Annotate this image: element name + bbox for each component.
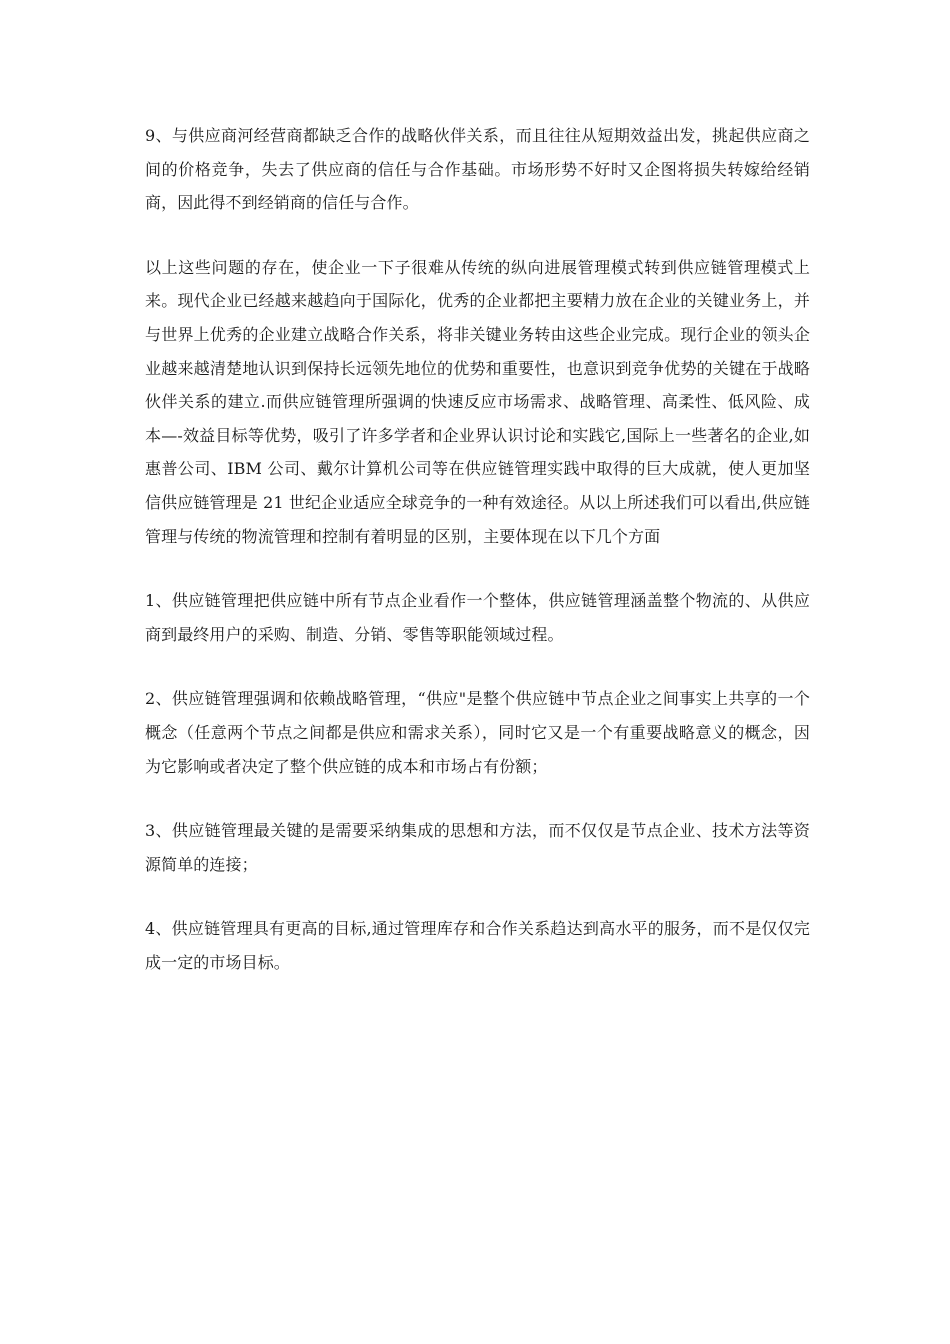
paragraph-point-4: 4、供应链管理具有更高的目标,通过管理库存和合作关系趋达到高水平的服务，而不是仅仅完成一定的市场目标。	[145, 919, 810, 972]
paragraph-summary: 以上这些问题的存在，使企业一下子很难从传统的纵向进展管理模式转到供应链管理模式上来。现代企业已经越来越趋向于国际化，优秀的企业都把主要精力放在企业的关键业务上，并与世界上优秀的企业建立战略合作关系，将非关键业务转由这些企业完成。现行企业的领头企业越来越清楚地认识到保持长远领先地位的优势和重要性，也意识到竞争优势的关键在于战略伙伴关系的建立.而供应链管理所强调的快速反应市场需求、战略管理、高柔性、低风险、成本—-效益目标等优势，吸引了许多学者和企业界认识讨论和实践它,国际上一些著名的企业,如惠普公司、IBM 公司、戴尔计算机公司等在供应链管理实践中取得的巨大成就，使人更加坚信供应链管理是 21 世纪企业适应全球竞争的一种有效途径。从以上所述我们可以看出,供应链管理与传统的物流管理和控制有着明显的区别，主要体现在以下几个方面	[145, 257, 810, 546]
paragraph-point-3: 3、供应链管理最关键的是需要采纳集成的思想和方法，而不仅仅是节点企业、技术方法等资源简单的连接；	[145, 821, 810, 874]
paragraph-item-9: 9、与供应商河经营商都缺乏合作的战略伙伴关系，而且往往从短期效益出发，挑起供应商之间的价格竞争，失去了供应商的信任与合作基础。市场形势不好时又企图将损失转嫁给经销商，因此得不到经销商的信任与合作。	[145, 126, 810, 213]
paragraph-point-1: 1、供应链管理把供应链中所有节点企业看作一个整体，供应链管理涵盖整个物流的、从供应商到最终用户的采购、制造、分销、零售等职能领域过程。	[145, 591, 810, 644]
document-body	[145, 119, 810, 1010]
paragraph-point-2: 2、供应链管理强调和依赖战略管理，“供应"是整个供应链中节点企业之间事实上共享的一个概念（任意两个节点之间都是供应和需求关系），同时它又是一个有重要战略意义的概念，因为它影响或者决定了整个供应链的成本和市场占有份额；	[145, 689, 810, 776]
